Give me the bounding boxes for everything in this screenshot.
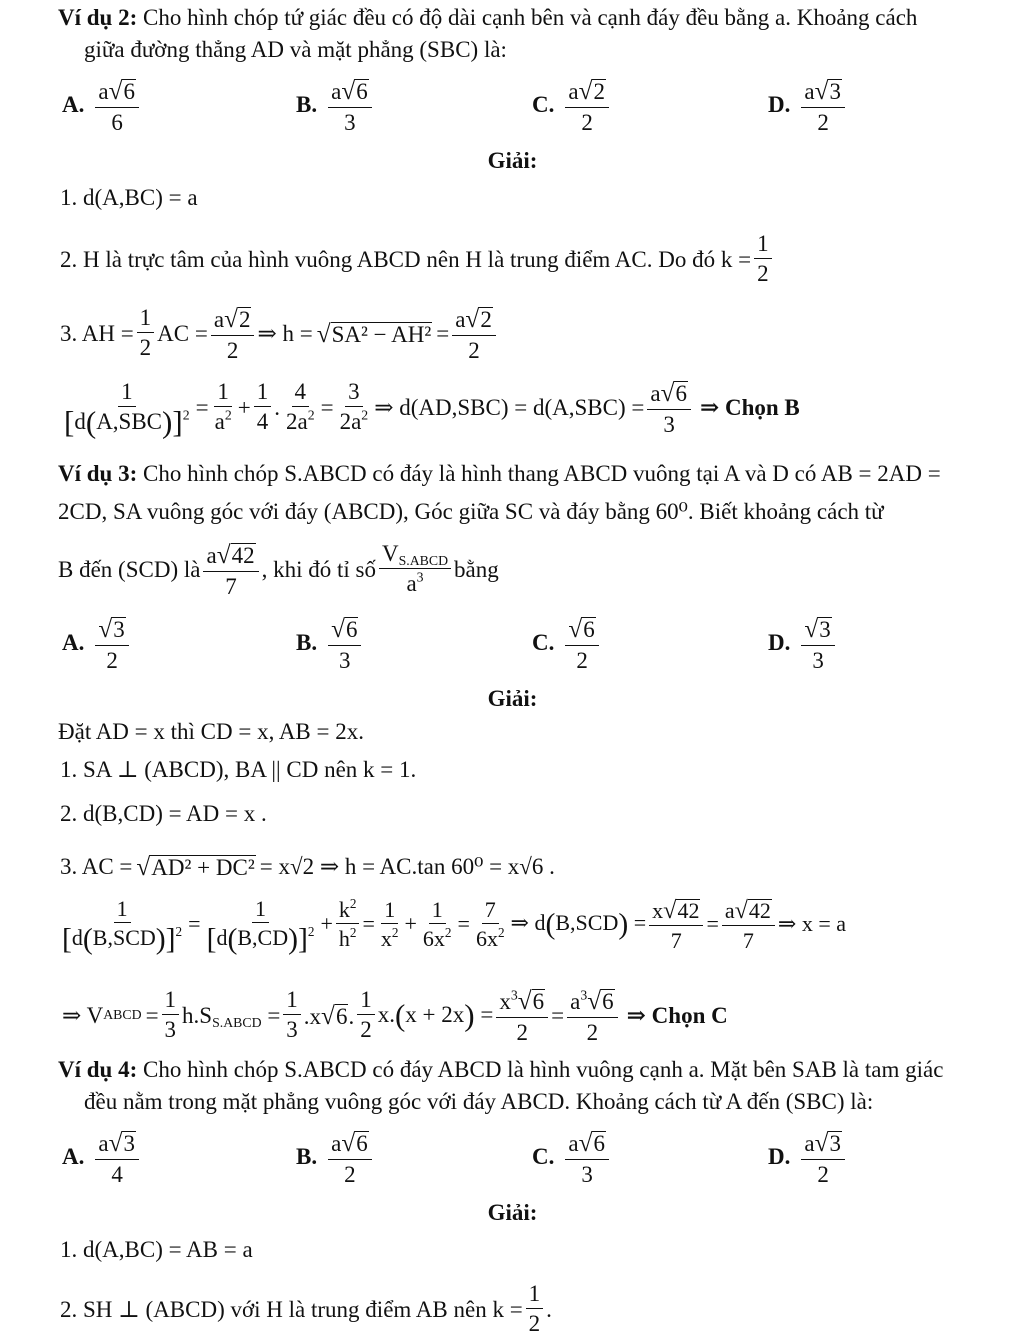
fraction: $\frac{1}{[d(B,SCD)]^2}$ <box>62 895 183 956</box>
fraction: $\frac{a√6}{3}$ <box>647 378 691 437</box>
fraction: $\frac{1}{2}$ <box>526 1282 544 1336</box>
ex3-step3-a: 3. AC = <box>60 853 133 879</box>
fraction: $\frac{a√2}{2}$ <box>452 304 496 363</box>
option-label: D. <box>768 1144 791 1170</box>
ex2-question-line1 <box>58 6 917 29</box>
ex2-step2: 2. H là trực tâm của hình vuông ABCD nên H là trung điểm AC. Do đó k = <box>60 246 752 272</box>
option-fraction: $\frac{a√3}{4}$ <box>95 1128 139 1187</box>
option-label: C. <box>532 1144 555 1170</box>
fraction: $\frac{a√42}{7}$ <box>722 896 775 953</box>
fraction: $\frac{x^3√6}{2}$ <box>496 986 548 1045</box>
ex3-question-line1 <box>58 462 941 485</box>
ex4-text1: Cho hình chóp S.ABCD có đáy ABCD là hình vuông cạnh a. Mặt bên SAB là tam giác <box>143 1057 944 1082</box>
fraction: $\frac{x√42}{7}$ <box>649 896 703 953</box>
ex2-step3-eq: = <box>436 320 450 346</box>
ex4-text2: đều nằm trong mặt phẳng vuông góc với đáy ABCD. Khoảng cách từ A đến (SBC) là: <box>84 1089 874 1114</box>
option-label: A. <box>62 92 85 118</box>
ex2-option-c[interactable] <box>532 76 612 135</box>
ex3-text3-line <box>58 540 499 599</box>
fraction: $\frac{1}{3}$ <box>162 988 180 1042</box>
option-label: D. <box>768 92 791 118</box>
ex2-step1: 1. d(A,BC) = a <box>60 185 198 210</box>
ex2-title: Ví dụ 2: <box>58 5 138 30</box>
fraction: $\frac{k^2}{h^2}$ <box>336 898 360 950</box>
ex2-text1: Cho hình chóp tứ giác đều có độ dài cạnh bên và cạnh đáy đều bằng a. Khoảng cách <box>143 5 918 30</box>
ex3-text3-b: , khi đó tỉ số <box>261 556 376 582</box>
option-label: B. <box>296 92 318 118</box>
fraction: $\frac{1}{2}$ <box>754 232 772 286</box>
ex2-option-d[interactable] <box>768 76 848 135</box>
ex3-volume-pre: ⇒ V <box>62 1002 104 1028</box>
option-fraction: $\frac{a√6}{3}$ <box>328 76 372 135</box>
option-label: C. <box>532 630 555 656</box>
option-fraction: $\frac{√3}{3}$ <box>801 614 834 673</box>
option-fraction: $\frac{√3}{2}$ <box>95 614 128 673</box>
fraction: $\frac{1}{2}$ <box>137 306 155 360</box>
option-label: B. <box>296 1144 318 1170</box>
ex2-step3-c: ⇒ h = <box>257 320 313 346</box>
ex3-solution-title: Giải: <box>487 686 538 711</box>
option-label: D. <box>768 630 791 656</box>
ex2-conclusion: ⇒ Chọn B <box>699 394 800 420</box>
ex2-step3-b: AC = <box>157 320 208 346</box>
ex2-step3-line: 3. AH = $\frac{1}{2}$ AC = $\frac{a√2}{2}$ ⇒ h = √SA² − AH² = $\frac{a√2}{2}$ <box>60 304 499 363</box>
ex3-title: Ví dụ 3: <box>58 461 138 486</box>
option-fraction: $\frac{√6}{3}$ <box>328 614 361 673</box>
ex4-option-a[interactable] <box>62 1128 142 1187</box>
ex4-option-d[interactable] <box>768 1128 848 1187</box>
fraction: $\frac{1}{2}$ <box>357 988 375 1042</box>
ex2-formula-result: ⇒ d(AD,SBC) = d(A,SBC) = <box>374 394 645 420</box>
fraction: $\frac{1}{6x^2}$ <box>422 897 452 952</box>
ex3-option-d[interactable] <box>768 614 838 673</box>
ex2-step3-a: 3. AH = <box>60 320 134 346</box>
ex2-step2-line <box>60 232 775 286</box>
ex3-formula-line: $\frac{1}{[d(B,SCD)]^2}$ = $\frac{1}{[d(B,CD)]^2}$ + $\frac{k^2}{h^2}$ = $\frac{1}{x^2}$ + $\frac{1}{6x^2}$ = $\frac{7}{6x^2}$ ⇒ d(B,SCD) = $\frac{x√42}{7}$ = $\frac{a√42}{7}$ ⇒ x = a <box>56 896 846 953</box>
ex2-formula-line: $\frac{1}{[d(A,SBC)]^2}$ = $\frac{1}{a^2}$ + $\frac{1}{4}$ . $\frac{4}{2a^2}$ = $\frac{3}{2a^2}$ ⇒ d(AD,SBC) = d(A,SBC) = $\frac{a√6}{3}$ ⇒ Chọn B <box>58 378 800 437</box>
ex3-conclusion: ⇒ Chọn C <box>626 1002 728 1028</box>
option-fraction: $\frac{a√2}{2}$ <box>565 76 609 135</box>
ex3-option-c[interactable] <box>532 614 602 673</box>
option-fraction: $\frac{a√6}{2}$ <box>328 1128 372 1187</box>
ex3-text3-a: B đến (SCD) là <box>58 556 201 582</box>
fraction: $\frac{V_{S.ABCD}}{a^3}$ <box>379 542 451 596</box>
ex3-option-a[interactable] <box>62 614 132 673</box>
option-fraction: $\frac{a√3}{2}$ <box>801 76 845 135</box>
ex4-step2-line: 2. SH ⊥ (ABCD) với H là trung điểm AB nên k = $\frac{1}{2}$ . <box>60 1281 552 1337</box>
option-fraction: $\frac{a√6}{3}$ <box>565 1128 609 1187</box>
fraction: $\frac{1}{[d(B,CD)]^2}$ <box>206 895 315 956</box>
ex4-option-b[interactable] <box>296 1128 375 1187</box>
ex4-title: Ví dụ 4: <box>58 1057 138 1082</box>
ex3-step3-radicand: AD² + DC² <box>151 855 255 880</box>
option-fraction: $\frac{√6}{2}$ <box>565 614 598 673</box>
ex3-step3-c: = x√2 ⇒ h = AC.tan 60⁰ = x√6 . <box>259 853 555 879</box>
fraction: $\frac{a√2}{2}$ <box>211 304 255 363</box>
ex3-step2: 2. d(B,CD) = AD = x . <box>60 801 267 826</box>
option-label: A. <box>62 1144 85 1170</box>
fraction: $\frac{1}{[d(A,SBC)]^2}$ <box>64 378 190 440</box>
ex4-solution-title: Giải: <box>487 1200 538 1225</box>
ex2-step3-radicand: SA² − AH² <box>331 322 432 348</box>
option-fraction: $\frac{a√6}{6}$ <box>95 76 139 135</box>
ex3-text3-c: bằng <box>454 556 499 582</box>
ex3-text1: Cho hình chóp S.ABCD có đáy là hình thang ABCD vuông tại A và D có AB = 2AD = <box>143 461 941 486</box>
fraction: $\frac{1}{x^2}$ <box>380 897 399 952</box>
ex2-text2: giữa đường thẳng AD và mặt phẳng (SBC) là: <box>84 37 507 62</box>
ex3-step1: 1. SA ⊥ (ABCD), BA || CD nên k = 1. <box>60 757 417 782</box>
ex3-set: Đặt AD = x thì CD = x, AB = 2x. <box>58 719 364 744</box>
ex2-solution-title: Giải: <box>487 148 538 173</box>
option-label: B. <box>296 630 318 656</box>
ex2-option-a[interactable] <box>62 76 142 135</box>
fraction: $\frac{a√42}{7}$ <box>203 540 258 599</box>
ex2-option-b[interactable] <box>296 76 375 135</box>
fraction: $\frac{a^3√6}{2}$ <box>567 986 618 1045</box>
fraction: $\frac{4}{2a^2}$ <box>285 379 315 435</box>
option-fraction: $\frac{a√3}{2}$ <box>801 1128 845 1187</box>
fraction: $\frac{1}{4}$ <box>254 380 272 434</box>
fraction: $\frac{3}{2a^2}$ <box>339 379 369 435</box>
option-label: A. <box>62 630 85 656</box>
fraction: $\frac{7}{6x^2}$ <box>475 897 505 952</box>
ex4-question-line1 <box>58 1058 943 1081</box>
ex4-option-c[interactable] <box>532 1128 612 1187</box>
ex4-step2: 2. SH ⊥ (ABCD) với H là trung điểm AB nên k = <box>60 1296 523 1322</box>
ex3-step3-line: 3. AC = √AD² + DC² = x√2 ⇒ h = AC.tan 60⁰ = x√6 . <box>60 853 555 881</box>
fraction: $\frac{1}{a^2}$ <box>214 379 232 435</box>
ex3-volume-line: ⇒ V ABCD = $\frac{1}{3}$ $h.S_{S.ABCD}$ = $\frac{1}{3}$ .x√6. $\frac{1}{2}$ x.(x + 2x) = $\frac{x^3√6}{2}$ = $\frac{a^3√6}{2}$ ⇒ Chọn C <box>62 987 728 1045</box>
ex4-step1: 1. d(A,BC) = AB = a <box>60 1237 253 1262</box>
ex3-text2: 2CD, SA vuông góc với đáy (ABCD), Góc giữa SC và đáy bằng 60⁰. Biết khoảng cách từ <box>58 499 884 524</box>
fraction: $\frac{1}{3}$ <box>283 988 301 1042</box>
ex3-option-b[interactable] <box>296 614 364 673</box>
option-label: C. <box>532 92 555 118</box>
